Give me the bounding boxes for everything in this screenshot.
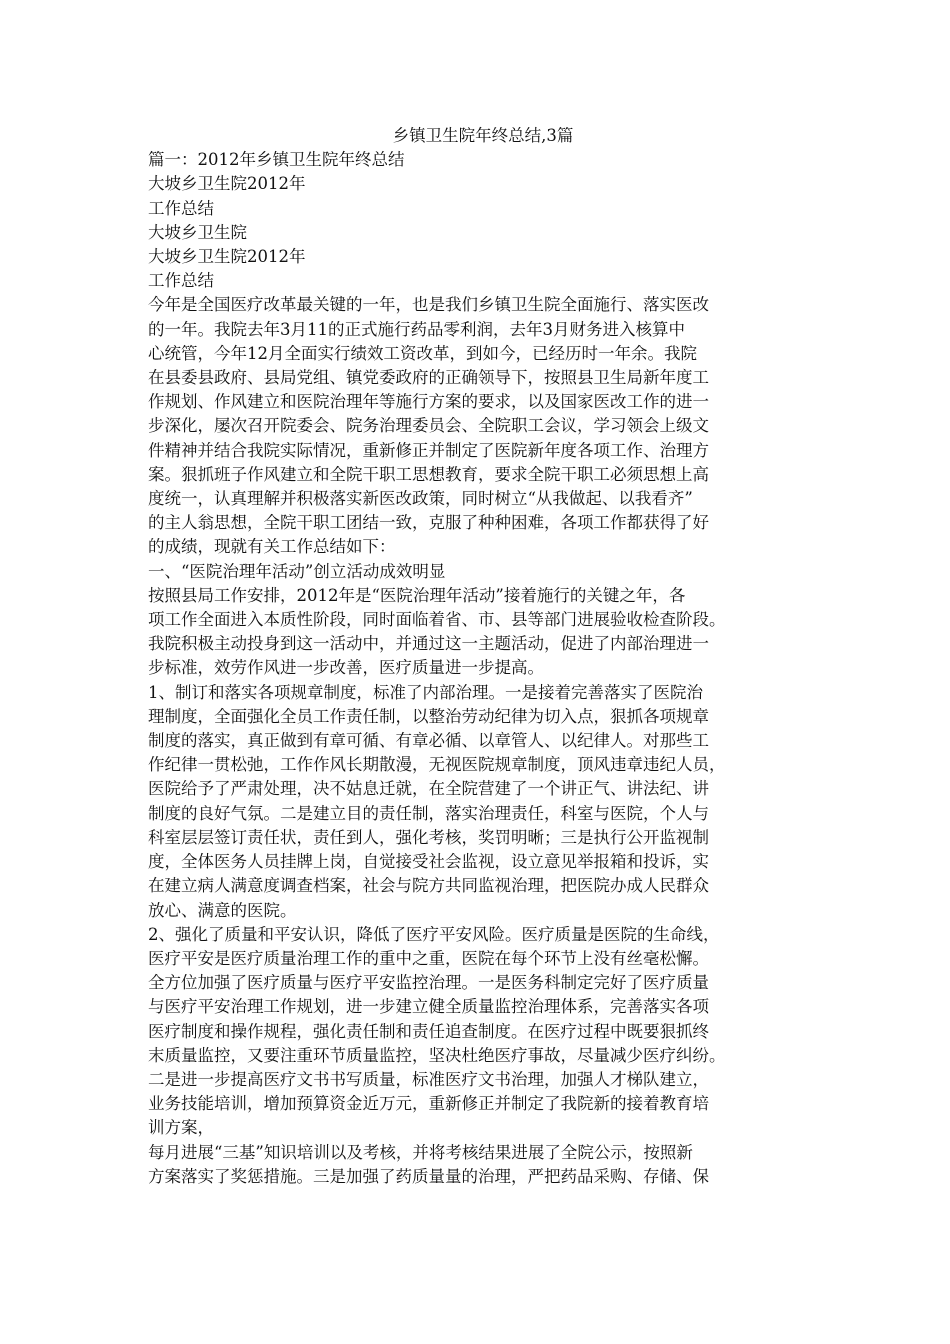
text-line: 的成绩，现就有关工作总结如下： xyxy=(148,537,396,557)
text-line: 大坡乡卫生院 xyxy=(148,222,247,242)
text-line: 二是进一步提高医疗文书书写质量，标准医疗文书治理，加强人才梯队建立， xyxy=(148,1069,709,1089)
text-line: 件精神并结合我院实际情况，重新修正并制定了医院新年度各项工作、治理方 xyxy=(148,440,709,460)
text-line: 医院给予了严肃处理，决不姑息迁就，在全院营建了一个讲正气、讲法纪、讲 xyxy=(148,779,709,799)
text-line: 方案落实了奖惩措施。三是加强了药质量量的治理，严把药品采购、存储、保 xyxy=(148,1166,709,1186)
text-line: 篇一：2012年乡镇卫生院年终总结 xyxy=(148,150,405,170)
text-line: 与医疗平安治理工作规划，进一步建立健全质量监控治理体系，完善落实各项 xyxy=(148,997,709,1017)
text-line: 步深化，屡次召开院委会、院务治理委员会、全院职工会议，学习领会上级文 xyxy=(148,416,709,436)
text-line: 在县委县政府、县局党组、镇党委政府的正确领导下，按照县卫生局新年度工 xyxy=(148,368,709,388)
text-line: 工作总结 xyxy=(148,198,214,218)
text-line: 我院积极主动投身到这一活动中，并通过这一主题活动，促进了内部治理进一 xyxy=(148,634,709,654)
text-line: 作纪律一贯松弛，工作作风长期散漫，无视医院规章制度，顶风违章违纪人员， xyxy=(148,755,726,775)
text-line: 的一年。我院去年3月11的正式施行药品零利润，去年3月财务进入核算中 xyxy=(148,319,685,339)
text-line: 2、强化了质量和平安认识，降低了医疗平安风险。医疗质量是医院的生命线， xyxy=(148,924,720,944)
document-title: 乡镇卫生院年终总结,3篇 xyxy=(392,126,574,145)
text-line: 度，全体医务人员挂牌上岗，自觉接受社会监视，设立意见举报箱和投诉，实 xyxy=(148,852,709,872)
text-line: 末质量监控，又要注重环节质量监控，坚决杜绝医疗事故，尽量减少医疗纠纷。 xyxy=(148,1045,726,1065)
text-line: 步标准，效劳作风进一步改善，医疗质量进一步提高。 xyxy=(148,658,544,678)
text-line: 放心、满意的医院。 xyxy=(148,900,297,920)
text-line: 科室层层签订责任状，责任到人，强化考核，奖罚明晰；三是执行公开监视制 xyxy=(148,827,709,847)
document-lines xyxy=(148,148,818,1189)
text-line: 在建立病人满意度调查档案，社会与院方共同监视治理，把医院办成人民群众 xyxy=(148,876,709,896)
text-line: 医疗平安是医疗质量治理工作的重中之重，医院在每个环节上没有丝毫松懈。 xyxy=(148,948,709,968)
text-line: 今年是全国医疗改革最关键的一年，也是我们乡镇卫生院全面施行、落实医改 xyxy=(148,295,709,315)
text-line: 心统管，今年12月全面实行绩效工资改革，到如今，已经历时一年余。我院 xyxy=(148,343,697,363)
text-line: 案。狠抓班子作风建立和全院干职工思想教育，要求全院干职工必须思想上高 xyxy=(148,464,709,484)
text-line: 训方案， xyxy=(148,1118,214,1138)
text-line: 作规划、作风建立和医院治理年等施行方案的要求，以及国家医改工作的进一 xyxy=(148,392,709,412)
text-line: 全方位加强了医疗质量与医疗平安监控治理。一是医务科制定完好了医疗质量 xyxy=(148,973,709,993)
text-line: 制度的落实，真正做到有章可循、有章必循、以章管人、以纪律人。对那些工 xyxy=(148,731,709,751)
text-line: 制度的良好气氛。二是建立目的责任制，落实治理责任，科室与医院，个人与 xyxy=(148,803,709,823)
text-line: 大坡乡卫生院2012年 xyxy=(148,247,306,267)
text-line: 业务技能培训，增加预算资金近万元，重新修正并制定了我院新的接着教育培 xyxy=(148,1094,709,1114)
text-line: 项工作全面进入本质性阶段，同时面临着省、市、县等部门进展验收检查阶段。 xyxy=(148,610,726,630)
text-line: 工作总结 xyxy=(148,271,214,291)
text-line: 的主人翁思想，全院干职工团结一致，克服了种种困难，各项工作都获得了好 xyxy=(148,513,709,533)
text-line: 大坡乡卫生院2012年 xyxy=(148,174,306,194)
text-line: 每月进展“三基”知识培训以及考核，并将考核结果进展了全院公示，按照新 xyxy=(148,1142,693,1162)
section-heading: 一、“医院治理年活动”创立活动成效明显 xyxy=(148,561,446,581)
text-line: 度统一，认真理解并积极落实新医改政策，同时树立“从我做起、以我看齐” xyxy=(148,489,693,509)
text-line: 1、制订和落实各项规章制度，标准了内部治理。一是接着完善落实了医院治 xyxy=(148,682,703,702)
text-line: 按照县局工作安排，2012年是“医院治理年活动”接着施行的关键之年，各 xyxy=(148,585,686,605)
text-line: 医疗制度和操作规程，强化责任制和责任追查制度。在医疗过程中既要狠抓终 xyxy=(148,1021,709,1041)
document-body xyxy=(148,124,818,1189)
text-line: 理制度，全面强化全员工作责任制，以整治劳动纪律为切入点，狠抓各项规章 xyxy=(148,706,709,726)
